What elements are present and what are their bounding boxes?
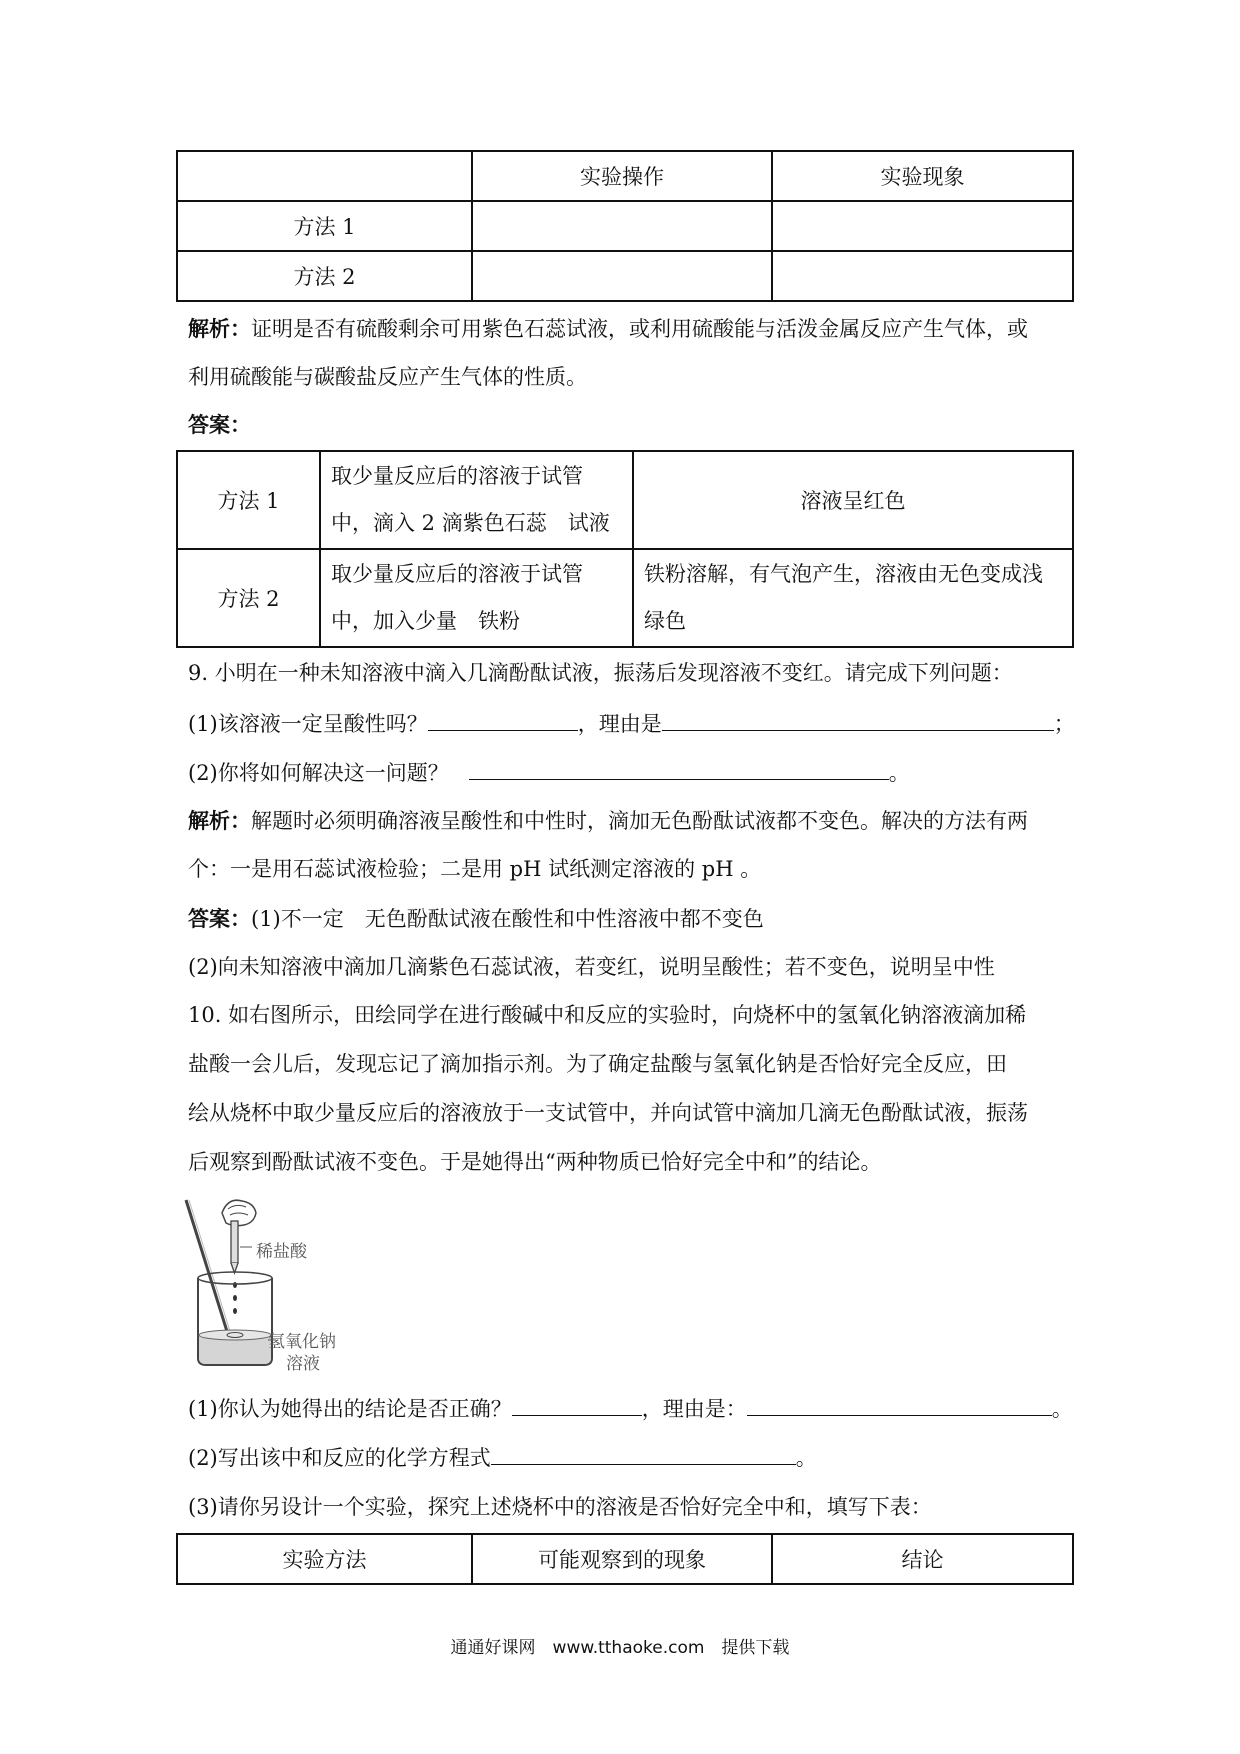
question-text: ，理由是: [577, 712, 662, 736]
answer-blank[interactable]: [512, 1393, 642, 1416]
table-cell: [772, 201, 1073, 251]
table-cell: 方法 2: [177, 251, 472, 301]
question-10-part-1: [188, 1393, 1073, 1424]
analysis-paragraph: [188, 314, 1028, 344]
question-10-line: 绘从烧杯中取少量反应后的溶液放于一支试管中，并向试管中滴加几滴无色酚酞试液，振荡: [188, 1101, 1028, 1125]
phenomenon-line: 绿色: [644, 609, 686, 633]
table-header-cell: 结论: [772, 1534, 1073, 1584]
question-9-analysis-cont: 个：一是用石蕊试液检验；二是用 pH 试纸测定溶液的 pH 。: [188, 857, 762, 881]
page-footer: 通通好课网 www.tthaoke.com 提供下载: [450, 1638, 790, 1658]
question-text: (2)写出该中和反应的化学方程式: [188, 1446, 491, 1470]
table-cell: [472, 251, 772, 301]
method-cell: 方法 2: [177, 549, 320, 647]
operation-cell: [320, 549, 633, 647]
question-10-part-3: (3)请你另设计一个实验，探究上述烧杯中的溶液是否恰好完全中和，填写下表：: [188, 1495, 932, 1519]
question-text: ，理由是：: [641, 1397, 747, 1421]
punctuation: 。: [1051, 1397, 1073, 1421]
question-9-analysis: [188, 806, 1028, 836]
answer-blank[interactable]: [469, 757, 889, 780]
answer-blank[interactable]: [428, 708, 578, 731]
answer-label: 答案：: [188, 412, 251, 437]
answer-blank[interactable]: [662, 708, 1054, 731]
phenomenon-cell: [633, 451, 1073, 549]
table-header-cell: [177, 151, 472, 201]
analysis-text: 证明是否有硫酸剩余可用紫色石蕊试液，或利用硫酸能与活泼金属反应产生气体，或: [251, 317, 1028, 341]
answer-label: 答案：: [188, 906, 251, 931]
phenomenon-cell: [633, 549, 1073, 647]
answer-text: (1)不一定 无色酚酞试液在酸性和中性溶液中都不变色: [251, 907, 764, 931]
question-text: (1)你认为她得出的结论是否正确？: [188, 1397, 512, 1421]
analysis-label: 解析：: [188, 808, 251, 833]
question-9-stem: 9. 小明在一种未知溶液中滴入几滴酚酞试液，振荡后发现溶液不变红。请完成下列问题：: [188, 661, 1013, 685]
analysis-text: 解题时必须明确溶液呈酸性和中性时，滴加无色酚酞试液都不变色。解决的方法有两: [251, 809, 1028, 833]
answer-blank[interactable]: [491, 1442, 796, 1465]
label-naoh: 氢氧化钠: [268, 1332, 336, 1352]
table-cell: [472, 201, 772, 251]
table-header-cell: 可能观察到的现象: [472, 1534, 772, 1584]
analysis-paragraph-cont: 利用硫酸能与碳酸盐反应产生气体的性质。: [188, 365, 587, 389]
table-cell: [772, 251, 1073, 301]
drop-icon: [233, 1295, 237, 1301]
drop-icon: [233, 1308, 237, 1314]
table-header-cell: 实验操作: [472, 151, 772, 201]
table-header-row: [177, 1534, 1073, 1584]
table-row: [177, 251, 1073, 301]
punctuation: 。: [888, 761, 910, 785]
label-dilute-hcl: 稀盐酸: [256, 1242, 307, 1262]
question-text: (1)该溶液一定呈酸性吗？: [188, 712, 428, 736]
question-9-part-2: [188, 757, 910, 788]
experiment-table-blank: [176, 150, 1074, 302]
question-10-line: 10. 如右图所示，田绘同学在进行酸碱中和反应的实验时，向烧杯中的氢氧化钠溶液滴加稀: [188, 1003, 1027, 1027]
table-row: [177, 201, 1073, 251]
question-10-line: 后观察到酚酞试液不变色。于是她得出“两种物质已恰好完全中和”的结论。: [188, 1150, 882, 1174]
operation-line: 取少量反应后的溶液于试管: [331, 562, 583, 586]
operation-line: 取少量反应后的溶液于试管: [331, 464, 583, 488]
operation-line: 中，加入少量 铁粉: [331, 609, 520, 633]
operation-cell: [320, 451, 633, 549]
experiment-figure: [180, 1195, 380, 1374]
answer-blank[interactable]: [747, 1393, 1052, 1416]
table-row: [177, 549, 1073, 647]
drop-icon: [233, 1282, 237, 1288]
phenomenon-line: 溶液呈红色: [800, 489, 906, 513]
operation-line: 中，滴入 2 滴紫色石蕊 试液: [331, 511, 610, 535]
table-row: [177, 451, 1073, 549]
question-text: (2)你将如何解决这一问题？: [188, 761, 449, 785]
label-solution: 溶液: [286, 1354, 320, 1374]
table-header-row: [177, 151, 1073, 201]
design-experiment-table: [176, 1533, 1074, 1585]
question-10-part-2: [188, 1442, 817, 1473]
answer-table: [176, 450, 1074, 648]
method-cell: 方法 1: [177, 451, 320, 549]
phenomenon-line: 铁粉溶解，有气泡产生，溶液由无色变成浅: [644, 562, 1043, 586]
table-cell: 方法 1: [177, 201, 472, 251]
punctuation: 。: [795, 1446, 817, 1470]
question-10-line: 盐酸一会儿后，发现忘记了滴加指示剂。为了确定盐酸与氢氧化钠是否恰好完全反应，田: [188, 1052, 1007, 1076]
table-header-cell: 实验现象: [772, 151, 1073, 201]
dropper-icon: [231, 1221, 238, 1263]
punctuation: ；: [1053, 712, 1075, 736]
table-header-cell: 实验方法: [177, 1534, 472, 1584]
question-9-part-1: [188, 708, 1075, 739]
question-9-answer: [188, 904, 764, 934]
question-9-answer-cont: (2)向未知溶液中滴加几滴紫色石蕊试液，若变红，说明呈酸性；若不变色，说明呈中性: [188, 955, 995, 979]
analysis-label: 解析：: [188, 316, 251, 341]
